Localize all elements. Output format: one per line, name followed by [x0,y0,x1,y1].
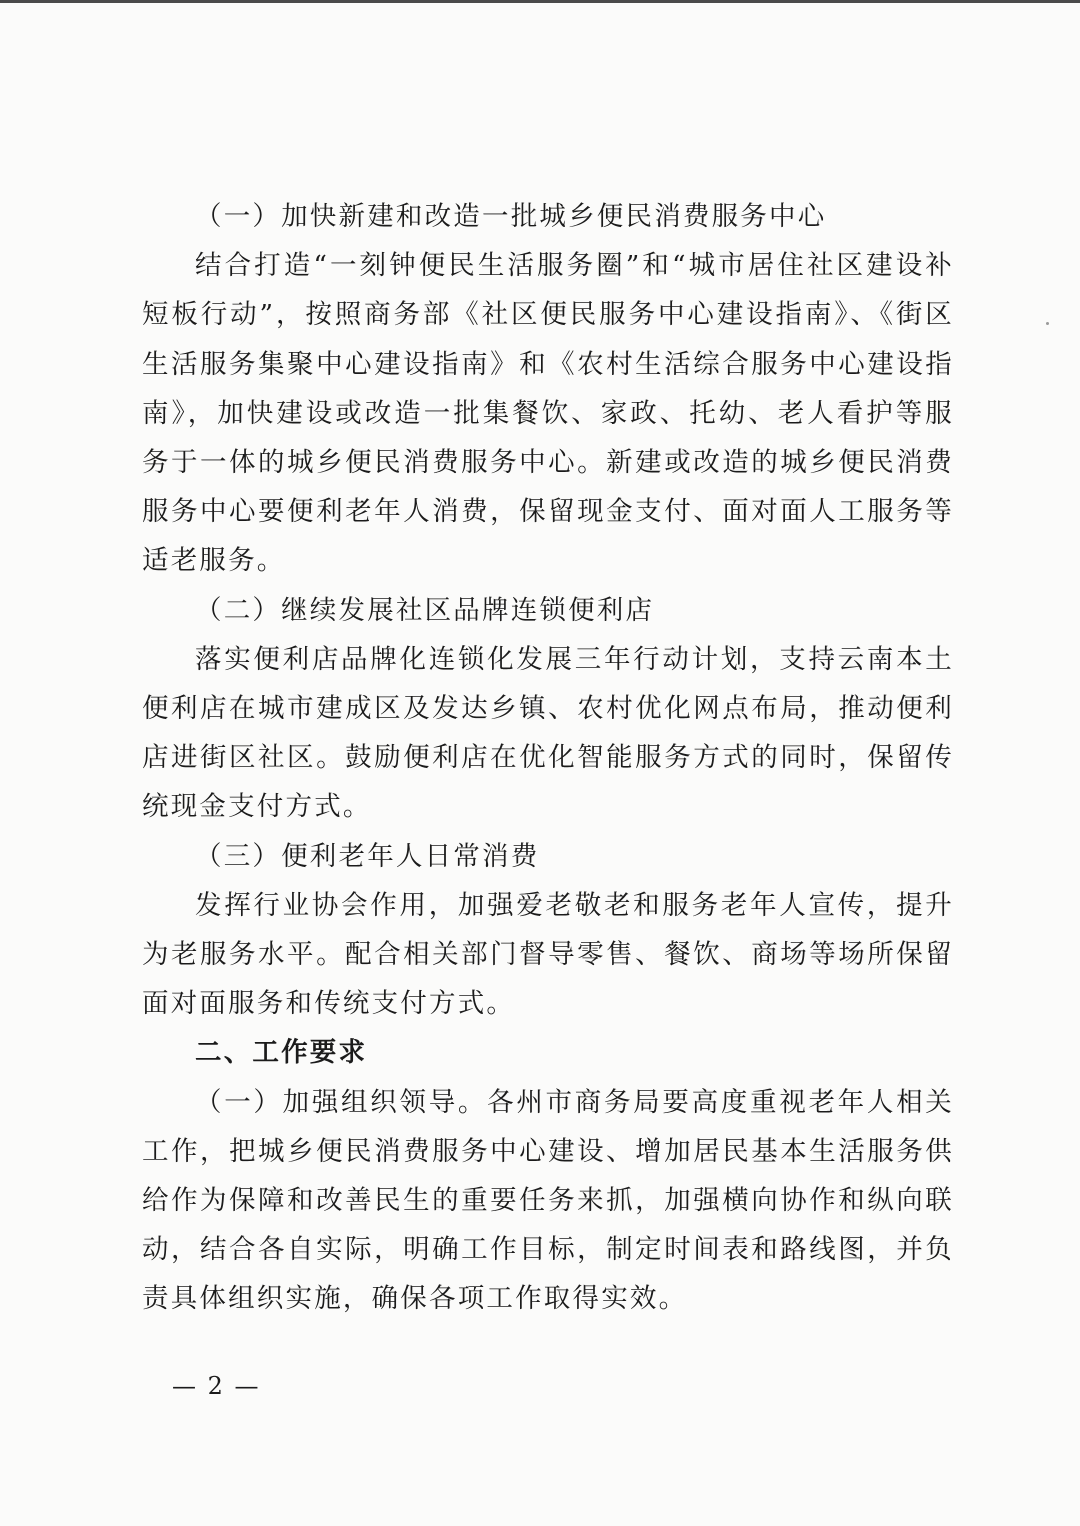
section-2-heading: （二）继续发展社区品牌连锁便利店 [195,594,655,626]
document-body [142,192,954,1324]
section-3-paragraph: 发挥行业协会作用，加强爱老敬老和服务老年人宣传，提升为老服务水平。配合相关部门督导零售、餐饮、商场等场所保留面对面服务和传统支付方式。 [142,889,954,1020]
section-3-heading: （三）便利老年人日常消费 [195,840,540,872]
scan-speck [1046,322,1049,325]
part-2-paragraph-1: （一）加强组织领导。各州市商务局要高度重视老年人相关工作，把城乡便民消费服务中心建设、增加居民基本生活服务供给作为保障和改善民生的重要任务来抓，加强横向协作和纵向联动，结合各自实际，明确工作目标，制定时间表和路线图，并负责具体组织实施，确保各项工作取得实效。 [142,1086,954,1315]
page-number: — 2 — [172,1372,261,1400]
section-1-heading: （一）加快新建和改造一批城乡便民消费服务中心 [195,201,827,232]
section-1-paragraph: 结合打造“一刻钟便民生活服务圈”和“城市居住社区建设补短板行动”，按照商务部《社区便民服务中心建设指南》、《街区生活服务集聚中心建设指南》和《农村生活综合服务中心建设指南》，加快建设或改造一批集餐饮、家政、托幼、老人看护等服务于一体的城乡便民消费服务中心。新建或改造的城乡便民消费服务中心要便利老年人消费，保留现金支付、面对面人工服务等适老服务。 [142,250,954,577]
section-2-paragraph: 落实便利店品牌化连锁化发展三年行动计划，支持云南本土便利店在城市建成区及发达乡镇、农村优化网点布局，推动便利店进街区社区。鼓励便利店在优化智能服务方式的同时，保留传统现金支付方式。 [142,643,954,823]
part-2-heading: 二、工作要求 [195,1037,368,1069]
scan-top-border [0,0,1080,3]
